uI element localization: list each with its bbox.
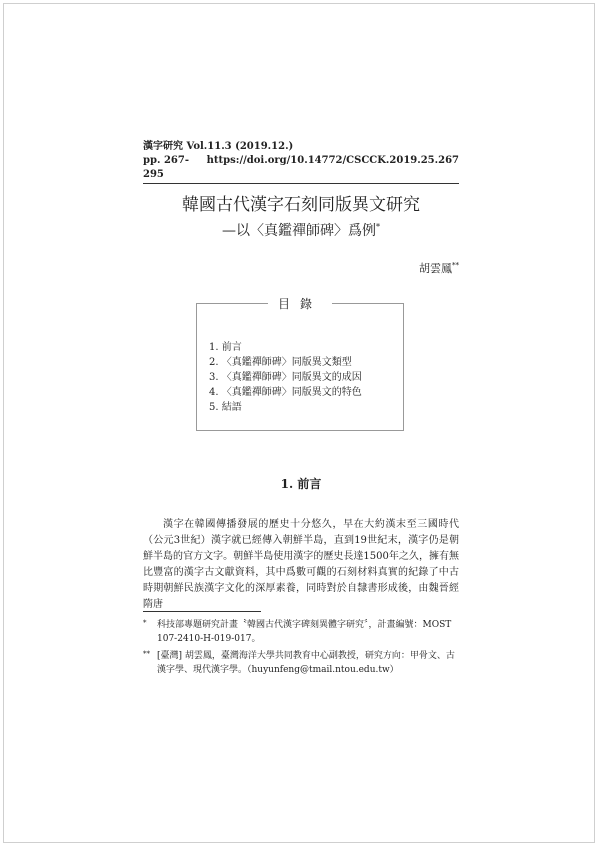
toc-item: 4. 〈真鑑禪師碑〉同版異文的特色 [209, 387, 362, 398]
author-footnote-mark: ** [452, 261, 459, 270]
author-name: 胡雲鳳 [419, 262, 452, 275]
footnote [143, 649, 459, 677]
paper-subtitle [143, 220, 459, 240]
paper-title: 韓國古代漢字石刻同版異文研究 [182, 195, 420, 215]
toc-item: 3. 〈真鑑禪師碑〉同版異文的成因 [209, 372, 362, 383]
footnotes [143, 618, 459, 680]
toc-item: 1. 前言 [209, 342, 242, 353]
footnote-text: 科技部專題研究計畫〝韓國古代漢字碑刻異體字研究〞，計畫編號：MOST 107-2410-H-019-017。 [157, 620, 452, 644]
doi-link[interactable]: https://doi.org/10.14772/CSCCK.2019.25.267 [206, 155, 459, 166]
body-text [143, 517, 459, 613]
footnote-mark: ** [143, 650, 150, 658]
subtitle-footnote-mark: * [376, 222, 380, 232]
subtitle-text: —以〈真鑑禪師碑〉爲例 [222, 223, 376, 239]
author [419, 260, 459, 276]
footnote-text: [臺灣] 胡雲鳳，臺灣海洋大學共同教育中心副教授，研究方向：甲骨文、古漢字學、現代漢字學。（huyunfeng@tmail.ntou.edu.tw） [157, 651, 455, 675]
toc-item: 2. 〈真鑑禪師碑〉同版異文類型 [209, 357, 352, 368]
toc-list [209, 340, 362, 415]
footnote-mark: * [143, 619, 147, 627]
page-range: pp. 267-295 [143, 155, 189, 180]
toc-item: 5. 結語 [209, 402, 242, 413]
paragraph: 漢字在韓國傳播發展的歷史十分悠久，早在大約漢末至三國時代（公元3世紀）漢字就已經傳入朝鮮半島，直到19世紀末，漢字仍是朝鮮半島的官方文字。朝鮮半島使用漢字的歷史長達1500年之久，擁有無比豐富的漢字古文獻資料，其中爲數可觀的石刻材料真實的紀錄了中古時期朝鮮民族漢字文化的深厚素養，同時對於自隸書形成後，由魏晉經隋唐 [143, 519, 459, 610]
header-rule [143, 183, 459, 184]
footnote [143, 618, 459, 646]
journal-name: 漢字研究 Vol.11.3 (2019.12.) [143, 141, 294, 152]
footnote-rule [143, 611, 261, 612]
journal-header [143, 140, 459, 184]
table-of-contents [196, 297, 404, 431]
toc-title: 目錄 [268, 295, 332, 312]
section-heading: 1. 前言 [280, 477, 322, 491]
